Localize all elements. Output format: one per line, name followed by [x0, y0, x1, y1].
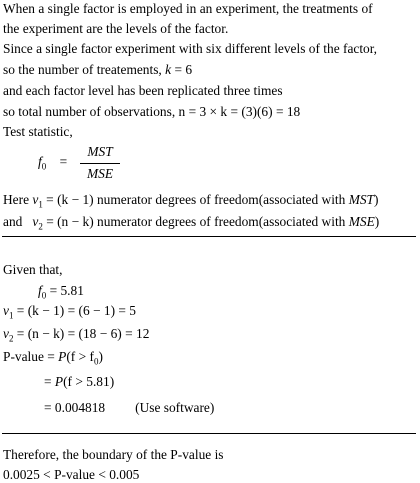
- intro-line-6: so total number of observations, n = 3 × k = (3)(6) = 18: [3, 104, 301, 119]
- v2-subscript: 2: [38, 221, 43, 232]
- given-v1-calc: = (k − 1) = (6 − 1) = 5: [13, 303, 137, 318]
- given-f0-line: [38, 283, 84, 304]
- dof-v2-expr: = (n − k) numerator degrees of freedom(associated with: [42, 214, 349, 229]
- conclusion-line-1: Therefore, the boundary of the P-value is: [3, 447, 224, 462]
- intro-line-2: the experiment are the levels of the factor.: [3, 21, 229, 36]
- test-stat-lhs: [38, 154, 67, 175]
- pvalue-line-3: [44, 400, 214, 416]
- given-v2-symbol: v: [3, 326, 9, 341]
- dof-v1-close: ): [374, 192, 379, 207]
- dof-v1-line: [3, 192, 378, 213]
- pvalue-line-2: [44, 374, 114, 390]
- equals-sign: =: [59, 154, 68, 169]
- given-v2-calc: = (n − k) = (18 − 6) = 12: [13, 326, 150, 341]
- pvalue-line-2-P: P: [54, 374, 64, 389]
- given-f-symbol: f: [38, 283, 42, 298]
- intro-line-7: Test statistic,: [3, 124, 73, 139]
- pvalue-P: P: [58, 349, 67, 364]
- conclusion-line-2: 0.0025 < P-value < 0.005: [3, 467, 140, 482]
- given-v1-symbol: v: [3, 303, 9, 318]
- pvalue-result: = 0.004818: [44, 400, 106, 415]
- given-v2-line: [3, 326, 149, 347]
- intro-line-3: Since a single factor experiment with six different levels of the factor,: [3, 41, 378, 56]
- pvalue-line-2-expr: (f > 5.81): [63, 374, 115, 389]
- dof-v2-assoc: MSE: [348, 214, 375, 229]
- intro-line-1: When a single factor is employed in an experiment, the treatments of: [3, 1, 373, 16]
- pvalue-label: P-value =: [3, 349, 59, 364]
- pvalue-software-note: (Use software): [135, 400, 215, 415]
- given-f-subscript: 0: [41, 290, 47, 301]
- given-v1-line: [3, 303, 136, 324]
- given-f0-value: = 5.81: [46, 283, 84, 298]
- k-symbol: k: [165, 62, 172, 77]
- v2-symbol: v: [32, 214, 39, 229]
- pvalue-line-1: [3, 349, 103, 370]
- v1-subscript: 1: [38, 199, 43, 210]
- divider-2: [2, 433, 416, 434]
- pvalue-expr: (f > f: [66, 349, 94, 364]
- given-heading: Given that,: [3, 262, 63, 277]
- dof-v1-prefix: Here: [3, 192, 33, 207]
- fraction-numerator: MST: [87, 144, 113, 159]
- dof-v1-assoc: MST: [348, 192, 375, 207]
- k-value: = 6: [171, 62, 193, 77]
- v1-symbol: v: [32, 192, 39, 207]
- dof-v2-prefix: and: [3, 214, 33, 229]
- divider-1: [2, 236, 416, 237]
- given-v2-subscript: 2: [8, 333, 14, 344]
- f-symbol: f: [38, 154, 42, 169]
- pvalue-expr-sub: 0: [93, 356, 99, 367]
- dof-v1-expr: = (k − 1) numerator degrees of freedom(associated with: [42, 192, 349, 207]
- dof-v2-line: [3, 214, 379, 235]
- dof-v2-close: ): [374, 214, 380, 229]
- fraction-bar: [80, 163, 120, 164]
- fraction-denominator: MSE: [86, 166, 114, 181]
- pvalue-expr-close: ): [98, 349, 103, 364]
- pvalue-line-2-eq: =: [44, 374, 55, 389]
- intro-line-5: and each factor level has been replicated three times: [3, 83, 283, 98]
- intro-line-4: [3, 62, 192, 78]
- given-v1-subscript: 1: [8, 310, 14, 321]
- intro-line-4-prefix: so the number of treatements,: [3, 62, 166, 77]
- f-subscript: 0: [41, 161, 47, 172]
